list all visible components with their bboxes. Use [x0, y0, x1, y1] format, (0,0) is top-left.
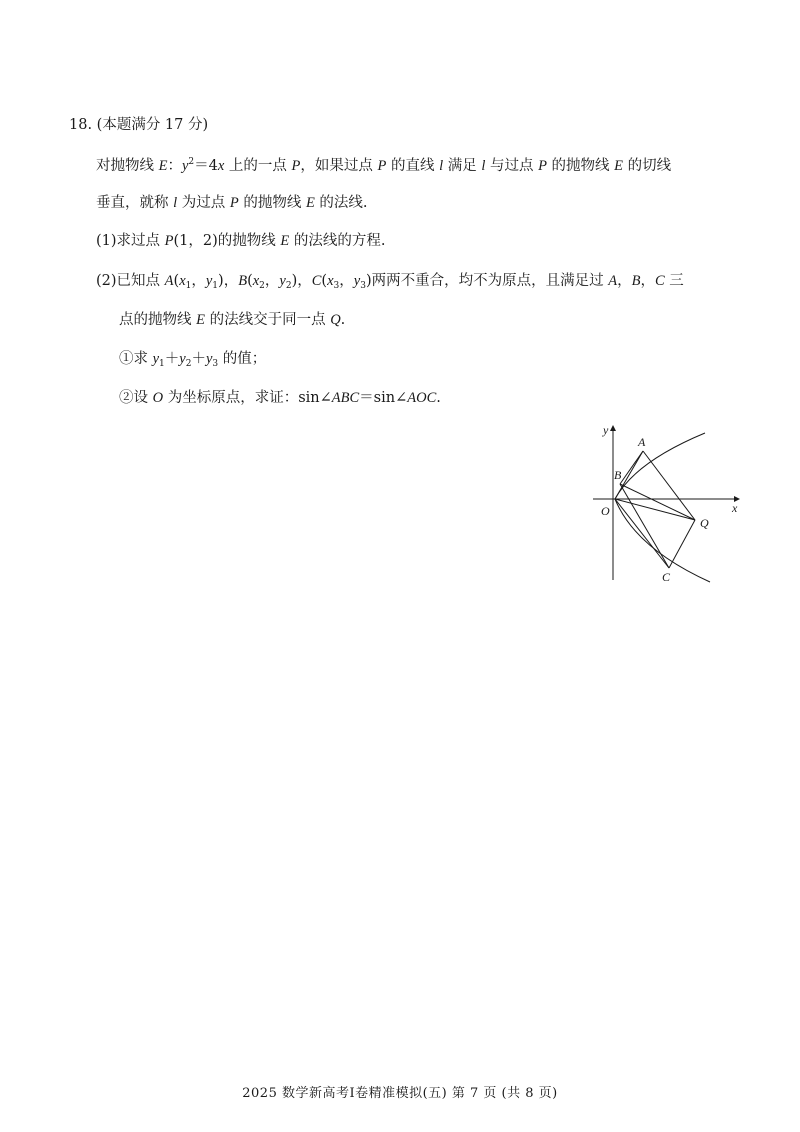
label-y: y	[603, 423, 609, 437]
label-x: x	[732, 501, 738, 515]
problem-stem-line-2: 垂直，就称 l 为过点 P 的抛物线 E 的法线.	[96, 195, 368, 211]
page-footer: 2025 数学新高考Ⅰ卷精准模拟(五) 第 7 页 (共 8 页)	[242, 1086, 558, 1101]
part-1-question: (1)求过点 P(1，2)的抛物线 E 的法线的方程.	[96, 233, 386, 249]
part-2-question-line-2: 点的抛物线 E 的法线交于同一点 Q.	[119, 312, 346, 328]
segment-OQ	[615, 499, 695, 520]
part-2-question-line-1: (2)已知点 $A(x_1$，$y_1$)，$B(x_2$，$y_2$)，$C(x_3$，$y_3$)两两不重合，均不为原点，且满足过 A，B，C 三	[96, 273, 684, 291]
segment-OC	[615, 499, 669, 568]
parabola-normal-lines-figure	[585, 420, 745, 590]
label-Q: Q	[700, 516, 709, 530]
segment-AB	[620, 451, 643, 484]
segment-BQ	[620, 484, 695, 520]
sub-question-1: ①求 $y_1+y_2+y_3$ 的值；	[119, 351, 267, 369]
label-O: O	[601, 504, 610, 518]
segment-CQ	[669, 520, 695, 568]
problem-header: 18. (本题满分 17 分)	[69, 117, 209, 133]
label-B: B	[614, 468, 622, 482]
label-A: A	[638, 435, 646, 449]
label-C: C	[662, 570, 671, 584]
segment-BC	[620, 484, 669, 568]
sub-question-2: ②设 O 为坐标原点，求证：sin∠ABC＝sin∠AOC.	[119, 390, 441, 406]
segment-AQ	[643, 451, 695, 520]
problem-stem-line-1: 对抛物线 E：$y^2=4x$ 上的一点 P，如果过点 P 的直线 l 满足 l 与过点 P 的抛物线 E 的切线	[96, 157, 672, 174]
